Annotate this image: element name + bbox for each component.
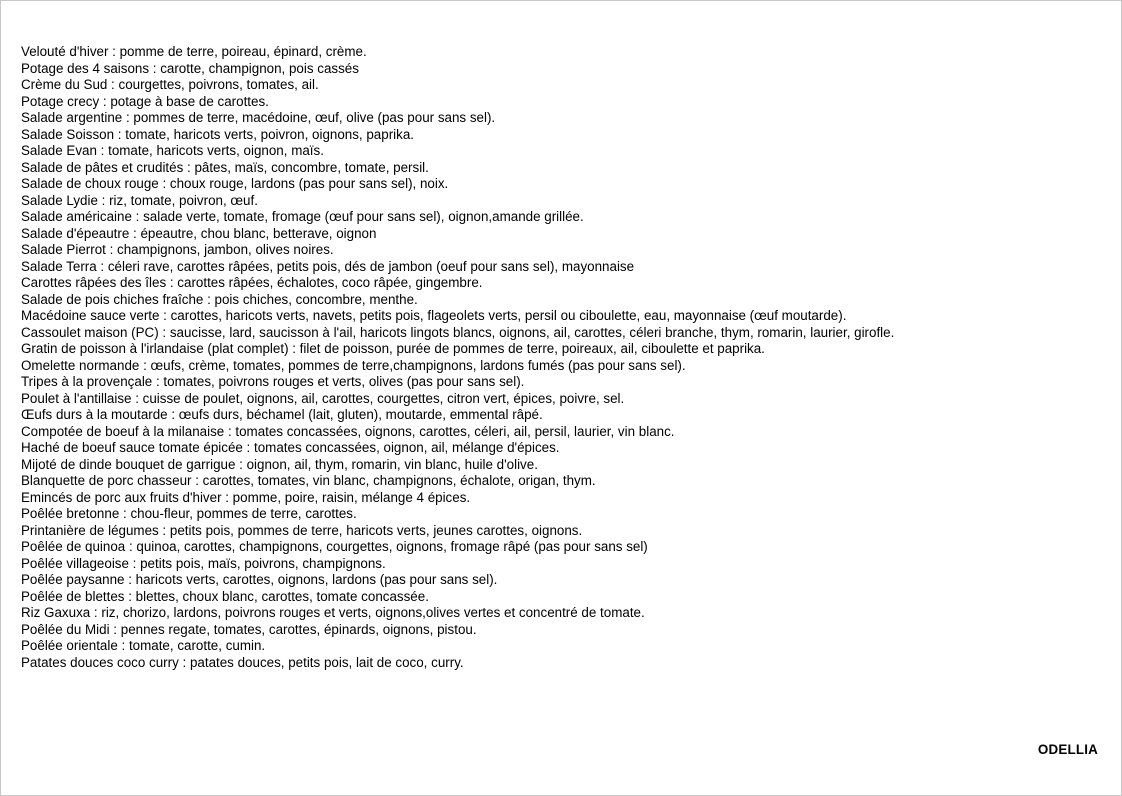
recipe-line: Poêlée orientale : tomate, carotte, cumin. [21, 638, 266, 653]
recipe-line: Poêlée paysanne : haricots verts, carottes, oignons, lardons (pas pour sans sel). [21, 572, 498, 587]
recipe-line: Macédoine sauce verte : carottes, haricots verts, navets, petits pois, flageolets verts, persil ou ciboulette, eau, mayonnaise (œuf moutarde). [21, 308, 847, 323]
recipe-line: Salade de pois chiches fraîche : pois chiches, concombre, menthe. [21, 291, 418, 307]
recipe-line: Poêlée de blettes : blettes, choux blanc, carottes, tomate concassée. [21, 588, 429, 604]
recipe-line: Salade Terra : céleri rave, carottes râpées, petits pois, dés de jambon (oeuf pour sans sel), mayonnaise [21, 258, 635, 274]
recipe-line: Salade d'épeautre : épeautre, chou blanc, betterave, oignon [21, 225, 377, 241]
recipe-line: Potage crecy : potage à base de carottes. [21, 93, 269, 109]
recipe-list [21, 44, 894, 671]
recipe-line: Gratin de poisson à l'irlandaise (plat complet) : filet de poisson, purée de pommes de terre, poireaux, ail, ciboulette et paprika. [21, 341, 765, 356]
recipe-line: Salade de pâtes et crudités : pâtes, maïs, concombre, tomate, persil. [21, 159, 429, 175]
recipe-line: Printanière de légumes : petits pois, pommes de terre, haricots verts, jeunes carottes, oignons. [21, 522, 583, 538]
recipe-line: Salade Lydie : riz, tomate, poivron, œuf. [21, 192, 258, 208]
recipe-line: Salade Pierrot : champignons, jambon, olives noires. [21, 242, 334, 257]
recipe-line: Mijoté de dinde bouquet de garrigue : oignon, ail, thym, romarin, vin blanc, huile d'olive. [21, 456, 538, 472]
recipe-line: Velouté d'hiver : pomme de terre, poireau, épinard, crème. [21, 44, 367, 59]
recipe-line: Tripes à la provençale : tomates, poivrons rouges et verts, olives (pas pour sans sel). [21, 374, 525, 389]
recipe-line: Riz Gaxuxa : riz, chorizo, lardons, poivrons rouges et verts, oignons,olives vertes et concentré de tomate. [21, 605, 645, 620]
recipe-line: Poêlée de quinoa : quinoa, carottes, champignons, courgettes, oignons, fromage râpé (pas pour sans sel) [21, 539, 648, 554]
recipe-line: Poulet à l'antillaise : cuisse de poulet, oignons, ail, carottes, courgettes, citron vert, épices, poivre, sel. [21, 390, 625, 406]
recipe-line: Poêlée bretonne : chou-fleur, pommes de terre, carottes. [21, 506, 357, 521]
recipe-line: Salade Evan : tomate, haricots verts, oignon, maïs. [21, 143, 324, 158]
recipe-line: Cassoulet maison (PC) : saucisse, lard, saucisson à l'ail, haricots lingots blancs, oignons, ail, carottes, céleri branche, thym, romarin, laurier, girofle. [21, 324, 895, 340]
recipe-line: Poêlée du Midi : pennes regate, tomates, carottes, épinards, oignons, pistou. [21, 621, 477, 637]
brand-footer: ODELLIA [1037, 742, 1098, 757]
recipe-line: Blanquette de porc chasseur : carottes, tomates, vin blanc, champignons, échalote, origan, thym. [21, 473, 596, 488]
recipe-line: Salade américaine : salade verte, tomate, fromage (œuf pour sans sel), oignon,amande grillée. [21, 209, 584, 224]
recipe-line: Salade de choux rouge : choux rouge, lardons (pas pour sans sel), noix. [21, 176, 449, 191]
recipe-line: Potage des 4 saisons : carotte, champignon, pois cassés [21, 60, 359, 76]
recipe-line: Salade Soisson : tomate, haricots verts, poivron, oignons, paprika. [21, 126, 415, 142]
recipe-line: Salade argentine : pommes de terre, macédoine, œuf, olive (pas pour sans sel). [21, 110, 496, 125]
recipe-line: Crème du Sud : courgettes, poivrons, tomates, ail. [21, 77, 319, 92]
recipe-line: Omelette normande : œufs, crème, tomates, pommes de terre,champignons, lardons fumés (pas pour sans sel). [21, 357, 686, 373]
recipe-line: Œufs durs à la moutarde : œufs durs, béchamel (lait, gluten), moutarde, emmental râpé. [21, 407, 543, 422]
recipe-line: Patates douces coco curry : patates douces, petits pois, lait de coco, curry. [21, 654, 464, 670]
recipe-line: Compotée de boeuf à la milanaise : tomates concassées, oignons, carottes, céleri, ail, persil, laurier, vin blanc. [21, 423, 675, 439]
recipe-line: Poêlée villageoise : petits pois, maïs, poivrons, champignons. [21, 555, 386, 571]
recipe-line: Emincés de porc aux fruits d'hiver : pomme, poire, raisin, mélange 4 épices. [21, 489, 471, 505]
recipe-line: Carottes râpées des îles : carottes râpées, échalotes, coco râpée, gingembre. [21, 275, 483, 290]
recipe-line: Haché de boeuf sauce tomate épicée : tomates concassées, oignon, ail, mélange d'épices. [21, 440, 560, 455]
